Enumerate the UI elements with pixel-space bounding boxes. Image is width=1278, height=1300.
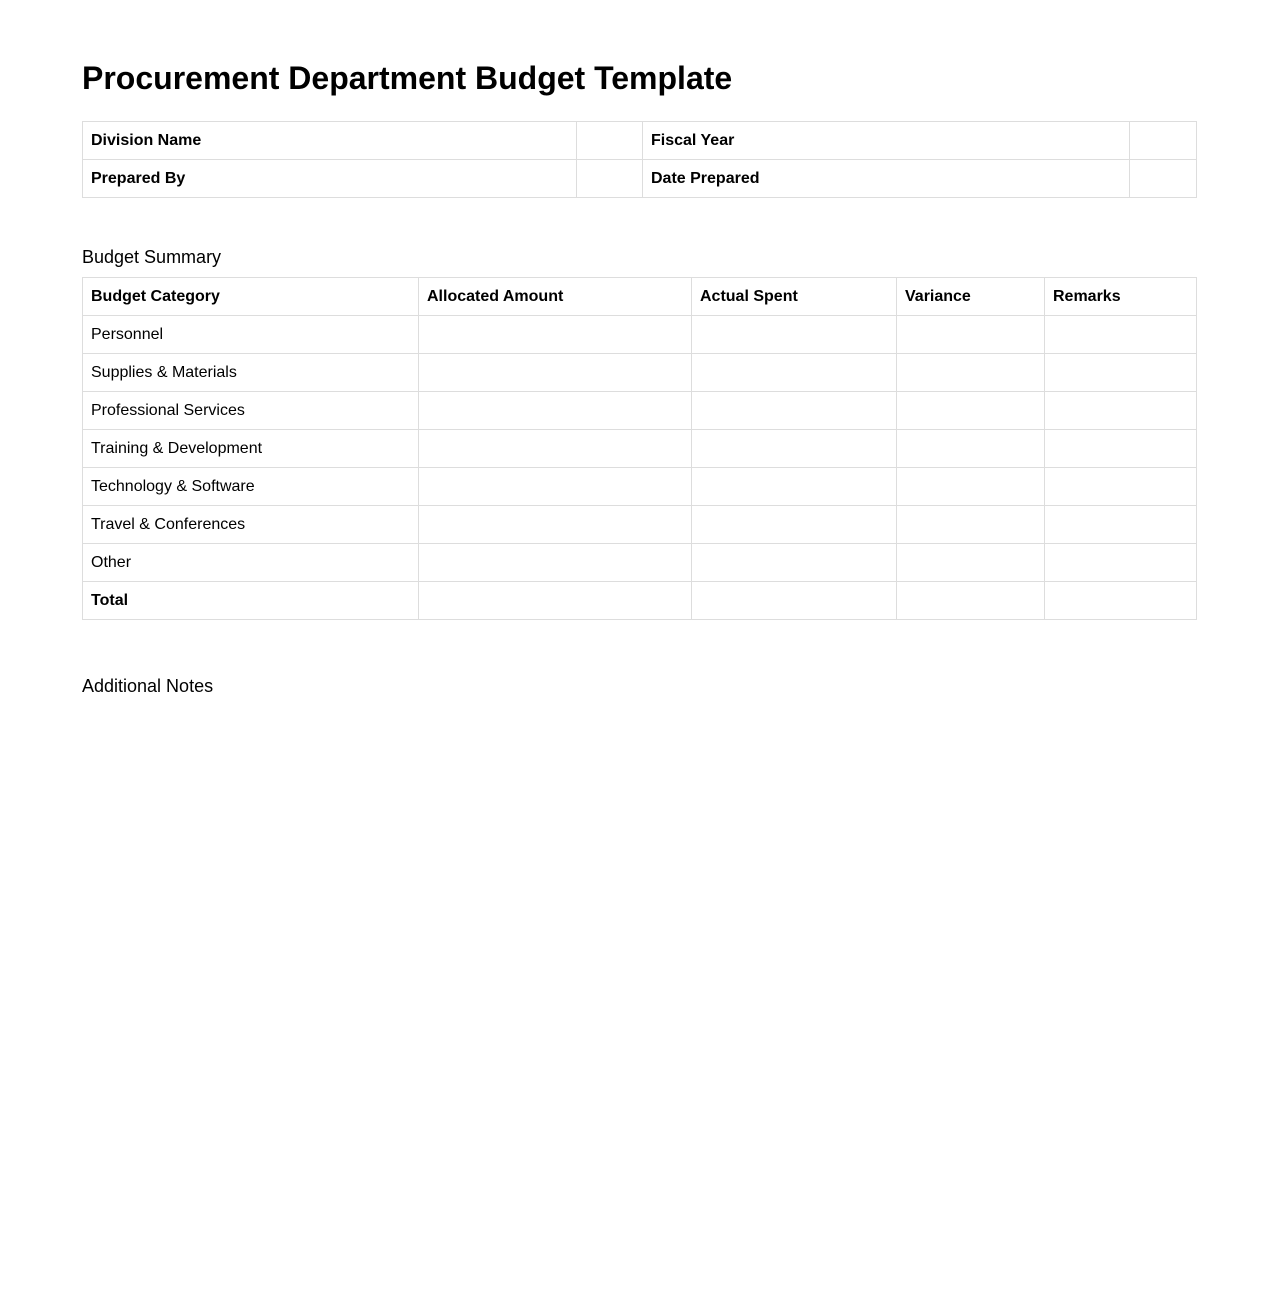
allocated-cell[interactable]: [419, 316, 692, 354]
table-header-row: [83, 278, 1197, 316]
division-name-field[interactable]: [577, 122, 643, 160]
allocated-cell[interactable]: [419, 544, 692, 582]
actual-cell[interactable]: [692, 430, 897, 468]
allocated-cell[interactable]: [419, 430, 692, 468]
column-header-allocated-amount: Allocated Amount: [419, 278, 692, 316]
category-cell: Personnel: [83, 316, 419, 354]
variance-cell[interactable]: [897, 354, 1045, 392]
allocated-cell[interactable]: [419, 354, 692, 392]
allocated-cell[interactable]: [419, 468, 692, 506]
variance-cell[interactable]: [897, 544, 1045, 582]
actual-cell[interactable]: [692, 506, 897, 544]
remarks-cell[interactable]: [1045, 316, 1197, 354]
remarks-cell[interactable]: [1045, 392, 1197, 430]
actual-cell[interactable]: [692, 316, 897, 354]
total-label: Total: [83, 582, 419, 620]
category-cell: Travel & Conferences: [83, 506, 419, 544]
total-allocated-cell[interactable]: [419, 582, 692, 620]
variance-cell[interactable]: [897, 430, 1045, 468]
page-title: Procurement Department Budget Template: [82, 60, 733, 96]
column-header-remarks: Remarks: [1045, 278, 1197, 316]
category-cell: Professional Services: [83, 392, 419, 430]
remarks-cell[interactable]: [1045, 354, 1197, 392]
budget-summary-heading: Budget Summary: [82, 246, 222, 267]
table-row: [83, 468, 1197, 506]
date-prepared-field[interactable]: [1130, 160, 1197, 198]
remarks-cell[interactable]: [1045, 468, 1197, 506]
allocated-cell[interactable]: [419, 506, 692, 544]
remarks-cell[interactable]: [1045, 544, 1197, 582]
variance-cell[interactable]: [897, 316, 1045, 354]
column-header-actual-spent: Actual Spent: [692, 278, 897, 316]
table-row: [83, 392, 1197, 430]
fiscal-year-label: Fiscal Year: [643, 122, 1130, 160]
table-row: [83, 544, 1197, 582]
category-cell: Supplies & Materials: [83, 354, 419, 392]
actual-cell[interactable]: [692, 392, 897, 430]
variance-cell[interactable]: [897, 468, 1045, 506]
division-name-label: Division Name: [83, 122, 577, 160]
prepared-by-label: Prepared By: [83, 160, 577, 198]
allocated-cell[interactable]: [419, 392, 692, 430]
fiscal-year-field[interactable]: [1130, 122, 1197, 160]
total-actual-cell[interactable]: [692, 582, 897, 620]
prepared-by-field[interactable]: [577, 160, 643, 198]
info-row-division: [83, 122, 1197, 160]
additional-notes-heading: Additional Notes: [82, 675, 214, 696]
total-row: [83, 582, 1197, 620]
budget-summary-table: [82, 277, 1197, 620]
category-cell: Technology & Software: [83, 468, 419, 506]
table-row: [83, 430, 1197, 468]
table-row: [83, 316, 1197, 354]
actual-cell[interactable]: [692, 544, 897, 582]
date-prepared-label: Date Prepared: [643, 160, 1130, 198]
variance-cell[interactable]: [897, 506, 1045, 544]
variance-cell[interactable]: [897, 392, 1045, 430]
category-cell: Training & Development: [83, 430, 419, 468]
total-variance-cell[interactable]: [897, 582, 1045, 620]
remarks-cell[interactable]: [1045, 506, 1197, 544]
actual-cell[interactable]: [692, 354, 897, 392]
column-header-variance: Variance: [897, 278, 1045, 316]
remarks-cell[interactable]: [1045, 430, 1197, 468]
actual-cell[interactable]: [692, 468, 897, 506]
info-table: [82, 121, 1197, 198]
column-header-budget-category: Budget Category: [83, 278, 419, 316]
category-cell: Other: [83, 544, 419, 582]
table-row: [83, 506, 1197, 544]
table-row: [83, 354, 1197, 392]
total-remarks-cell[interactable]: [1045, 582, 1197, 620]
info-row-prepared: [83, 160, 1197, 198]
